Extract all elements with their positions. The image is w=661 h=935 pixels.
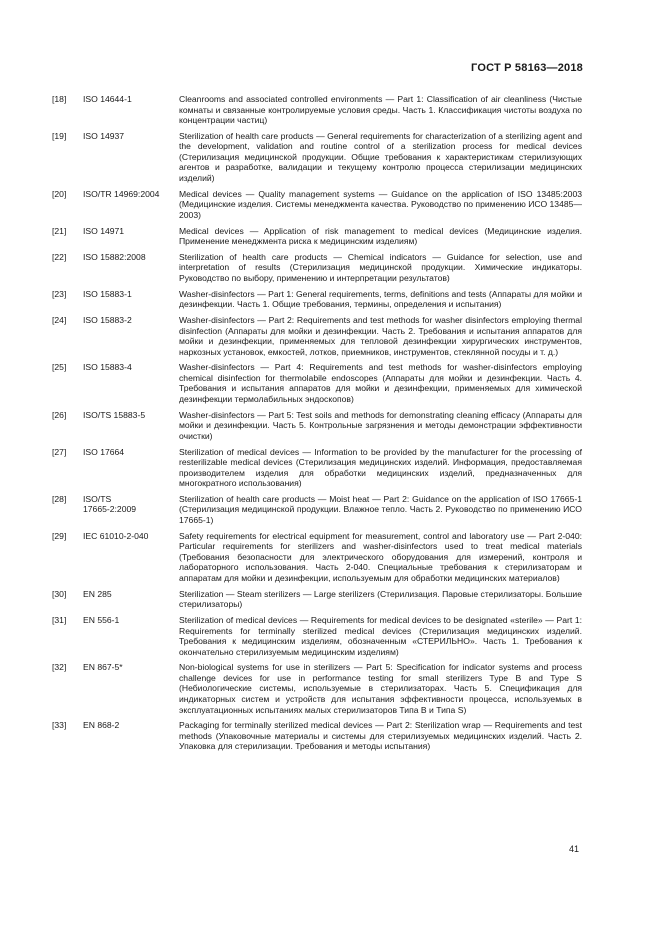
reference-code: ISO 17664 bbox=[83, 446, 125, 457]
reference-code: ISO 15883-2 bbox=[83, 314, 132, 325]
reference-code: ISO 14937 bbox=[83, 130, 125, 141]
reference-number: [28] bbox=[52, 493, 67, 504]
standard-header: ГОСТ Р 58163—2018 bbox=[471, 62, 583, 74]
reference-number: [21] bbox=[52, 225, 67, 236]
reference-text: Sterilization of medical devices — Information to be provided by the manufacturer for the processing of resterilizable medical devices (Стерилизация медицинских изделий. Информация, предоставляемая производителем изделия для обработки медицинских изделий, предназначенных для многократного использования) bbox=[179, 446, 582, 489]
reference-entry bbox=[52, 94, 582, 126]
reference-code: ISO/TS 17665-2:2009 bbox=[83, 493, 137, 515]
reference-number: [29] bbox=[52, 530, 67, 541]
reference-entry bbox=[52, 131, 582, 184]
reference-code: ISO 15883-1 bbox=[83, 288, 132, 299]
reference-entry bbox=[52, 226, 582, 247]
reference-text: Sterilization — Steam sterilizers — Large sterilizers (Стерилизация. Паровые стерилизаторы. Большие стерилизаторы) bbox=[179, 588, 582, 610]
reference-entry bbox=[52, 252, 582, 284]
reference-entry bbox=[52, 315, 582, 357]
reference-number: [18] bbox=[52, 94, 67, 104]
reference-number: [26] bbox=[52, 409, 67, 420]
reference-number: [33] bbox=[52, 720, 67, 731]
page-number: 41 bbox=[568, 844, 579, 854]
reference-code: EN 867-5* bbox=[83, 662, 123, 673]
reference-text: Packaging for terminally sterilized medical devices — Part 2: Sterilization wrap — Requirements and test methods (Упаковочные материалы и системы для стерилизуемых медицинских изделий. Часть 2. Упаковка для стерилизации. Требования и методы испытания) bbox=[179, 720, 582, 752]
reference-entry bbox=[52, 447, 582, 489]
reference-code: EN 868-2 bbox=[83, 720, 120, 731]
reference-code: ISO 14644-1 bbox=[83, 94, 132, 104]
reference-entry bbox=[52, 589, 582, 610]
reference-text: Safety requirements for electrical equipment for measurement, control and laboratory use — Part 2-040: Particular requirements for sterilizers and washer-disinfectors used to treat medical materials (Требования безопасности для электрического оборудования для измерений, контроля и лабораторного использования. Часть 2-040. Специальные требования к стерилизаторам и аппаратам для мойки и дезинфекции, используемым для обработки медицинских материалов) bbox=[179, 530, 582, 583]
reference-entry bbox=[52, 410, 582, 442]
reference-number: [27] bbox=[52, 446, 67, 457]
reference-entry bbox=[52, 189, 582, 221]
reference-number: [25] bbox=[52, 362, 67, 373]
reference-text: Sterilization of health care products — Chemical indicators — Guidance for selection, use and interpretation of results (Стерилизация медицинской продукции. Химические индикаторы. Руководство по выбору, применению и интерпретации результатов) bbox=[179, 251, 582, 283]
reference-number: [32] bbox=[52, 662, 67, 673]
reference-text: Sterilization of medical devices — Requirements for medical devices to be designated «sterile» — Part 1: Requirements for terminally sterilized medical devices (Стерилизация медицинских изделий. Требования к медицинским изделиям, обозначенным «СТЕРИЛЬНО». Часть 1. Требования к окончательно стерилизуемым медицинским изделиям) bbox=[179, 614, 582, 657]
bibliography-list bbox=[52, 94, 582, 757]
reference-entry bbox=[52, 615, 582, 657]
reference-number: [22] bbox=[52, 251, 67, 262]
reference-text: Sterilization of health care products — General requirements for characterization of a sterilizing agent and the development, validation and routine control of a sterilization process for medical devices (Стерилизация медицинской продукции. Общие требования к характеристикам стерилизующих агентов и разработке, валидации и текущему контролю процесса стерилизации медицинских изделий) bbox=[179, 130, 582, 184]
reference-number: [30] bbox=[52, 588, 67, 599]
reference-number: [31] bbox=[52, 614, 67, 625]
reference-text: Washer-disinfectors — Part 4: Requirements and test methods for washer-disinfectors employing chemical disinfection for thermolabile endoscopes (Аппараты для мойки и дезинфекции. Часть 4. Требования и испытания аппаратов для мойки и дезинфекции, применяемых для химической дезинфекции термолабильных эндоскопов) bbox=[179, 362, 582, 404]
reference-code: IEC 61010-2-040 bbox=[83, 530, 149, 541]
reference-entry bbox=[52, 362, 582, 404]
reference-entry bbox=[52, 531, 582, 584]
reference-text: Washer-disinfectors — Part 2: Requirements and test methods for washer disinfectors employing thermal disinfection (Аппараты для мойки и дезинфекции. Часть 2. Требования и испытания аппаратов для мойки и дезинфекции, применяемых для тепловой дезинфекции хирургических инструментов, наркозных установок, емкостей, лотков, приемников, инструментов, стеклянной посуды и т. д.) bbox=[179, 314, 582, 357]
reference-text: Sterilization of health care products — Moist heat — Part 2: Guidance on the application of ISO 17665-1 (Стерилизация медицинской продукции. Влажное тепло. Часть 2. Руководство по применению ИСО 17665-1) bbox=[179, 493, 582, 526]
reference-code: ISO 15882:2008 bbox=[83, 251, 146, 262]
reference-text: Cleanrooms and associated controlled environments — Part 1: Classification of air cleanliness (Чистые комнаты и связанные контролируемые условия среды. Часть 1. Классификация чистоты воздуха по концентрации частиц) bbox=[179, 94, 582, 126]
reference-number: [24] bbox=[52, 314, 67, 325]
reference-code: EN 556-1 bbox=[83, 614, 120, 625]
reference-number: [20] bbox=[52, 188, 67, 199]
reference-text: Washer-disinfectors — Part 5: Test soils and methods for demonstrating cleaning efficacy (Аппараты для мойки и дезинфекции. Часть 5. Контрольные загрязнения и методы демонстрации эффективности очистки) bbox=[179, 409, 582, 441]
reference-entry bbox=[52, 289, 582, 310]
reference-entry bbox=[52, 662, 582, 715]
reference-number: [19] bbox=[52, 130, 67, 141]
reference-entry bbox=[52, 720, 582, 752]
reference-code: ISO/TS 15883-5 bbox=[83, 409, 146, 420]
reference-number: [23] bbox=[52, 288, 67, 299]
reference-code: ISO/TR 14969:2004 bbox=[83, 188, 160, 199]
reference-code: EN 285 bbox=[83, 588, 112, 599]
reference-text: Non-biological systems for use in sterilizers — Part 5: Specification for indicator systems and process challenge devices for use in performance testing for small sterilizers Type B and Type S (Небиологические системы, используемые в стерилизаторах. Часть 5. Спецификация для индикаторных систем и устройств для испытания эффективности процесса, используемых в эксплуатационных испытаниях малых стерилизаторов Типа В и Типа S) bbox=[179, 662, 582, 715]
reference-code: ISO 15883-4 bbox=[83, 362, 132, 373]
reference-code: ISO 14971 bbox=[83, 225, 125, 236]
reference-text: Washer-disinfectors — Part 1: General requirements, terms, definitions and tests (Аппараты для мойки и дезинфекции. Часть 1. Общие требования, термины, определения и испытания) bbox=[179, 288, 582, 310]
reference-text: Medical devices — Quality management systems — Guidance on the application of ISO 13485:2003 (Медицинские изделия. Системы менеджмента качества. Руководство по применению ИСО 13485—2003) bbox=[179, 188, 583, 220]
reference-entry bbox=[52, 494, 582, 526]
reference-text: Medical devices — Application of risk management to medical devices (Медицинские изделия. Применение менеджмента риска к медицинским изделиям) bbox=[179, 225, 582, 247]
